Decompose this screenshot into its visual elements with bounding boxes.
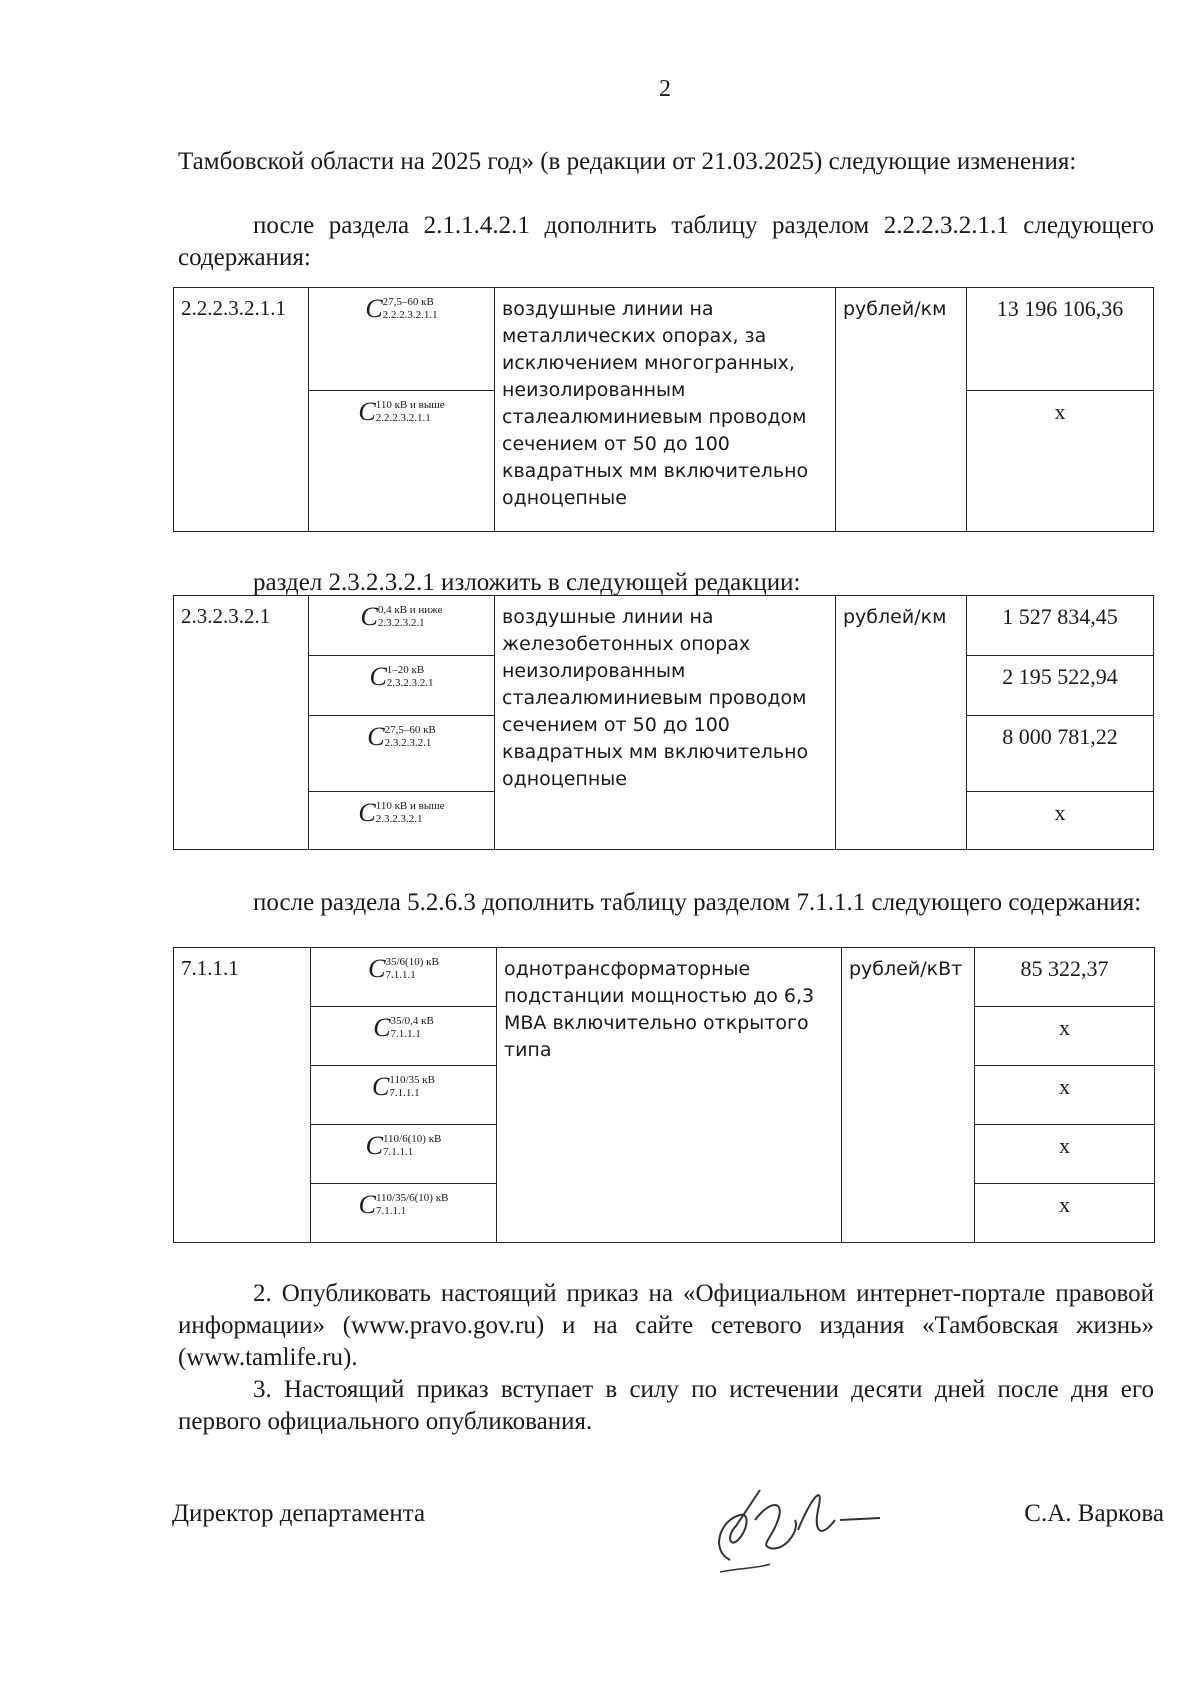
table-2-3-2-3-2-1 bbox=[173, 595, 1154, 850]
intro-paragraph: Тамбовской области на 2025 год» (в редакции от 21.03.2025) следующие изменения: bbox=[178, 148, 1077, 175]
table3-code: 7.1.1.1 bbox=[174, 948, 311, 1243]
table2-symbol-1: C 0,4 кВ и ниже 2.3.2.3.2.1 bbox=[309, 596, 495, 656]
instruction-table3: после раздела 5.2.6.3 дополнить таблицу разделом 7.1.1.1 следующего содержания: bbox=[253, 889, 1142, 916]
signatory-name: С.А. Варкова bbox=[1024, 1500, 1164, 1527]
table3-value-5: х bbox=[975, 1184, 1155, 1243]
table3-value-3: х bbox=[975, 1066, 1155, 1125]
table2-value-4: х bbox=[967, 792, 1154, 850]
table2-value-1: 1 527 834,45 bbox=[967, 596, 1154, 656]
item-2-paragraph: 2. Опубликовать настоящий приказ на «Официальном интернет-портале правовой информации» (www.pravo.gov.ru) и на сайте сетевого издания «Тамбовская жизнь» (www.tamlife.ru). bbox=[178, 1280, 1154, 1371]
table3-symbol-3: C 110/35 кВ 7.1.1.1 bbox=[311, 1066, 497, 1125]
page-number: 2 bbox=[659, 76, 671, 102]
handwritten-signature bbox=[700, 1460, 890, 1580]
table1-value-2: х bbox=[967, 391, 1154, 532]
table3-symbol-1: C 35/6(10) кВ 7.1.1.1 bbox=[311, 948, 497, 1007]
table2-symbol-3: C 27,5–60 кВ 2.3.2.3.2.1 bbox=[309, 716, 495, 792]
table3-unit: рублей/кВт bbox=[842, 948, 975, 1243]
table2-value-3: 8 000 781,22 bbox=[967, 716, 1154, 792]
instruction-table1: после раздела 2.1.1.4.2.1 дополнить таблицу разделом 2.2.2.3.2.1.1 следующего содержания: bbox=[178, 212, 1154, 271]
table1-unit: рублей/км bbox=[836, 288, 967, 532]
table3-value-4: х bbox=[975, 1125, 1155, 1184]
table2-symbol-4: C 110 кВ и выше 2.3.2.3.2.1 bbox=[309, 792, 495, 850]
table3-symbol-2: C 35/0,4 кВ 7.1.1.1 bbox=[311, 1007, 497, 1066]
table3-value-1: 85 322,37 bbox=[975, 948, 1155, 1007]
table1-symbol-2: C 110 кВ и выше 2.2.2.3.2.1.1 bbox=[309, 391, 495, 532]
table1-code: 2.2.2.3.2.1.1 bbox=[174, 288, 309, 532]
table3-description: однотрансформаторные подстанции мощностью до 6,3 МВА включительно открытого типа bbox=[497, 948, 842, 1243]
table1-value-1: 13 196 106,36 bbox=[967, 288, 1154, 391]
table2-value-2: 2 195 522,94 bbox=[967, 656, 1154, 716]
signatory-position: Директор департамента bbox=[172, 1500, 426, 1527]
item-3-paragraph: 3. Настоящий приказ вступает в силу по истечении десяти дней после дня его первого официального опубликования. bbox=[178, 1376, 1154, 1435]
table-2-2-2-3-2-1-1 bbox=[173, 287, 1154, 532]
table2-unit: рублей/км bbox=[836, 596, 967, 850]
table-7-1-1-1 bbox=[173, 947, 1155, 1243]
table3-value-2: х bbox=[975, 1007, 1155, 1066]
table2-code: 2.3.2.3.2.1 bbox=[174, 596, 309, 850]
table3-symbol-4: C 110/6(10) кВ 7.1.1.1 bbox=[311, 1125, 497, 1184]
table3-symbol-5: C 110/35/6(10) кВ 7.1.1.1 bbox=[311, 1184, 497, 1243]
table1-symbol-1: C 27,5–60 кВ 2.2.2.3.2.1.1 bbox=[309, 288, 495, 391]
instruction-table2: раздел 2.3.2.3.2.1 изложить в следующей редакции: bbox=[253, 569, 801, 596]
table1-description: воздушные линии на металлических опорах, за исключением многогранных, неизолированным сталеалюминиевым проводом сечением от 50 до 100 квадратных мм включительно одноцепные bbox=[495, 288, 836, 532]
table2-symbol-2: C 1–20 кВ 2.3.2.3.2.1 bbox=[309, 656, 495, 716]
table2-description: воздушные линии на железобетонных опорах неизолированным сталеалюминиевым проводом сечением от 50 до 100 квадратных мм включительно одноцепные bbox=[495, 596, 836, 850]
